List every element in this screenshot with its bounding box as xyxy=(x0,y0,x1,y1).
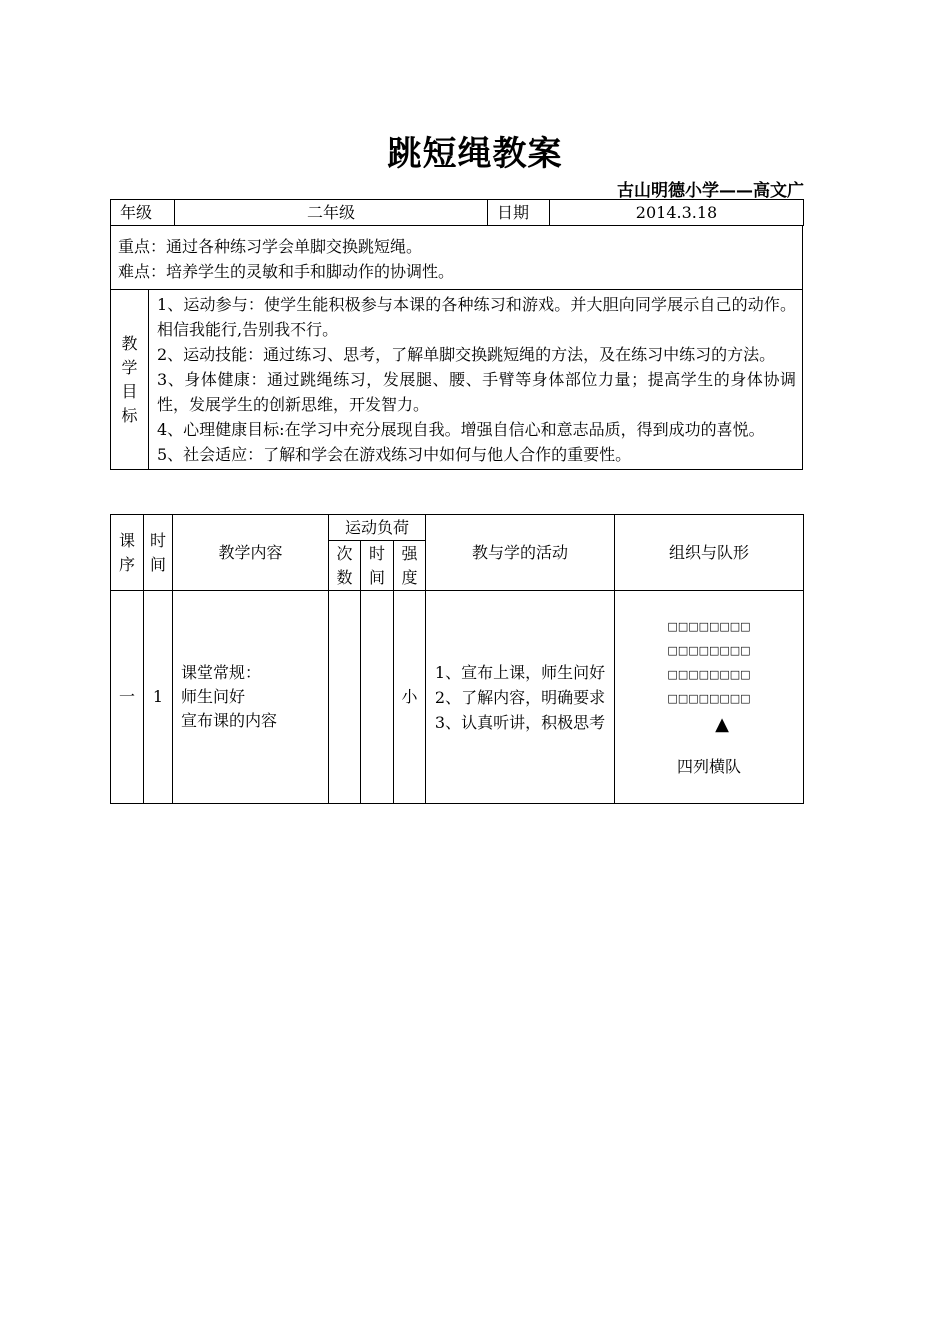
row-order: 一 xyxy=(111,591,144,804)
author-line: 古山明德小学——高文广 xyxy=(617,181,804,201)
document-title: 跳短绳教案 xyxy=(387,134,563,174)
header-organization: 组织与队形 xyxy=(615,515,804,591)
formation-grid xyxy=(667,615,750,711)
activity-item: 2、了解内容，明确要求 xyxy=(434,687,606,707)
objective-item: 2、运动技能：通过练习、思考，了解单脚交换跳短绳的方法，及在练习中练习的方法。 xyxy=(157,345,776,364)
key-point: 重点：通过各种练习学会单脚交换跳短绳。 xyxy=(118,237,423,256)
date-label: 日期 xyxy=(488,200,550,226)
row-duration xyxy=(361,591,394,804)
date-value: 2014.3.18 xyxy=(550,200,804,226)
header-load-time: 时间 xyxy=(368,543,385,587)
formation-row: □□□□□□□□ xyxy=(667,692,751,705)
objective-item: 4、心理健康目标:在学习中充分展现自我。增强自信心和意志品质，得到成功的喜悦。 xyxy=(157,420,765,439)
grade-label: 年级 xyxy=(111,200,175,226)
row-count xyxy=(329,591,361,804)
header-order: 课序 xyxy=(118,530,135,574)
row-intensity: 小 xyxy=(394,591,426,804)
row-time: 1 xyxy=(144,591,173,804)
objective-item: 1、运动参与：使学生能积极参与本课的各种练习和游戏。并大胆向同学展示自己的动作。相信我能行,告别我不行。 xyxy=(157,295,796,339)
lesson-table xyxy=(110,514,804,804)
header-activities: 教与学的活动 xyxy=(426,515,615,591)
header-time: 时间 xyxy=(149,530,166,574)
objectives-label: 教学目标 xyxy=(121,333,138,425)
content-line: 师生问好 xyxy=(181,687,246,706)
objectives-table xyxy=(110,289,803,470)
formation-row: □□□□□□□□ xyxy=(667,668,751,681)
difficulty: 难点：培养学生的灵敏和手和脚动作的协调性。 xyxy=(118,262,455,281)
formation-row: □□□□□□□□ xyxy=(667,644,751,657)
header-load: 运动负荷 xyxy=(329,515,426,541)
header-content: 教学内容 xyxy=(173,515,329,591)
grade-value: 二年级 xyxy=(175,200,488,226)
objective-item: 3、身体健康：通过跳绳练习，发展腿、腰、手臂等身体部位力量；提高学生的身体协调性，发展学生的创新思维，开发智力。 xyxy=(157,370,796,414)
formation-row: □□□□□□□□ xyxy=(667,620,751,633)
header-table xyxy=(110,199,804,226)
content-line: 宣布课的内容 xyxy=(181,711,278,730)
objective-item: 5、社会适应：了解和学会在游戏练习中如何与他人合作的重要性。 xyxy=(157,445,632,464)
formation-label: 四列横队 xyxy=(676,757,741,776)
table-row xyxy=(111,591,804,804)
activity-item: 3、认真听讲，积极思考 xyxy=(434,712,606,732)
header-load-intensity: 强度 xyxy=(401,543,418,587)
content-line: 课堂常规： xyxy=(181,663,262,682)
teacher-marker-icon: ▲ xyxy=(715,714,729,735)
header-load-count: 次数 xyxy=(336,543,353,587)
focus-table xyxy=(110,225,803,290)
activity-item: 1、宣布上课，师生问好 xyxy=(434,662,606,682)
